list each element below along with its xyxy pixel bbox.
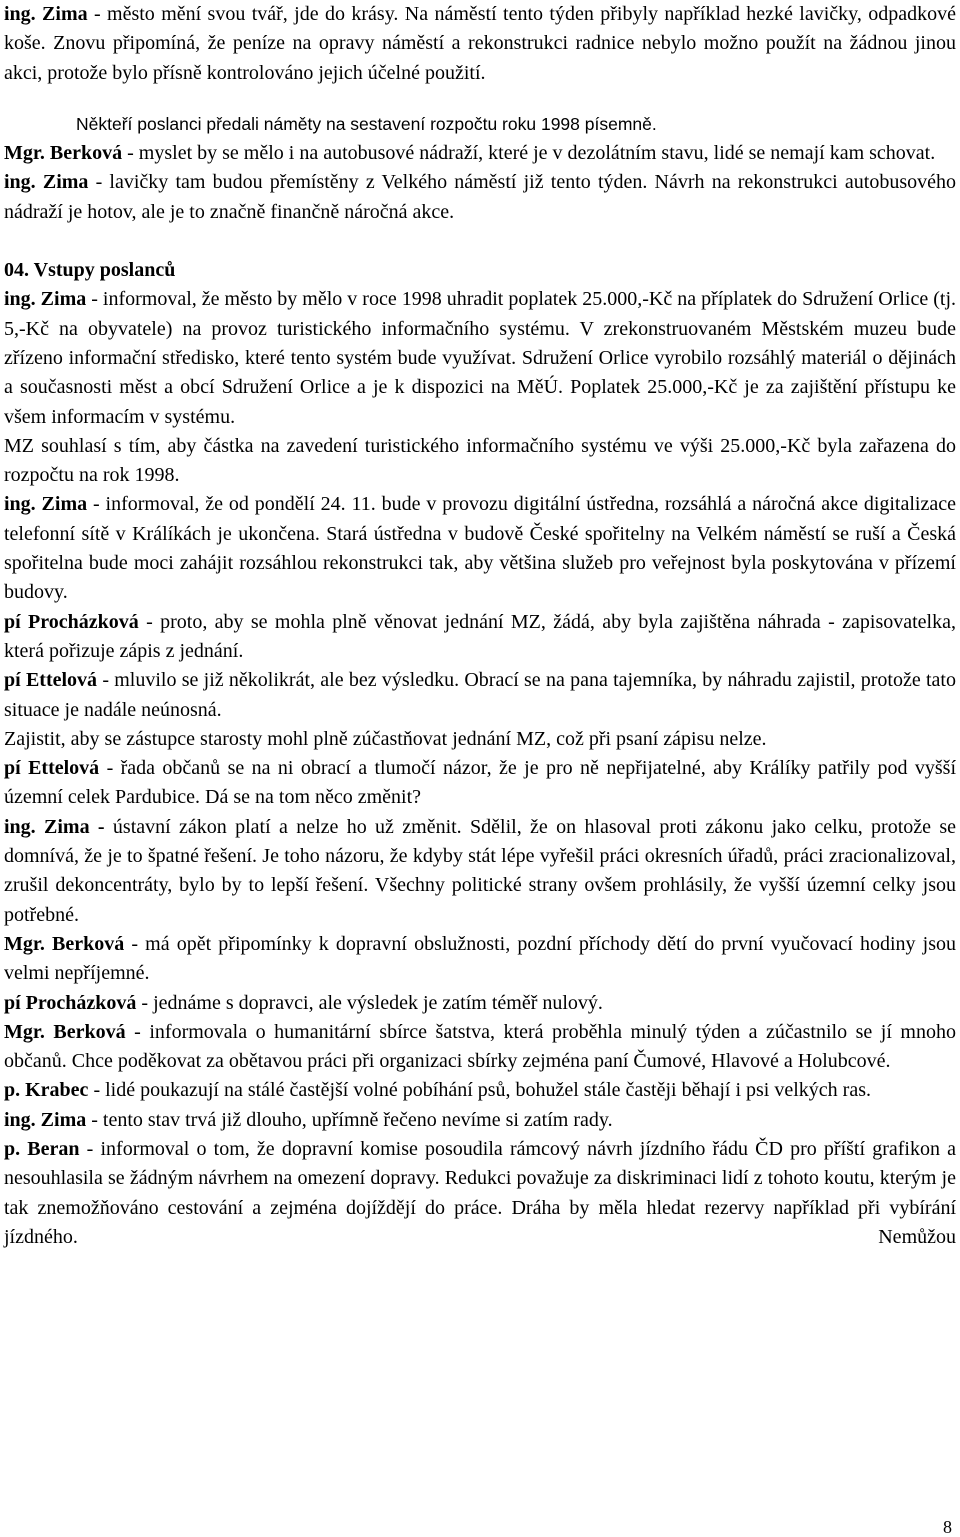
speaker-name: p. Beran xyxy=(4,1137,80,1160)
budget-note: Někteří poslanci předali náměty na sestavení rozpočtu roku 1998 písemně. xyxy=(76,113,657,134)
paragraph-text: - informovala o humanitární sbírce šatstva, která proběhla minulý týden a zúčastnilo se jí mnoho občanů. Chce poděkovat za obětavou práci při organizaci sbírky zejména paní Čumové, Hlavové a Holubcové. xyxy=(4,1020,956,1073)
paragraph-beran-timetable xyxy=(4,1135,956,1252)
speaker-name: ing. Zima xyxy=(4,288,87,311)
paragraph-text: - má opět připomínky k dopravní obslužnosti, pozdní příchody dětí do první vyučovací hodiny jsou velmi nepříjemné. xyxy=(4,932,956,985)
page-number: 8 xyxy=(943,1517,952,1537)
paragraph-text: - proto, aby se mohla plně věnovat jednání MZ, žádá, aby byla zajištěna náhrada - zapisovatelka, která pořizuje zápis z jednání. xyxy=(4,610,956,662)
paragraph-zima-square xyxy=(4,0,956,88)
paragraph-zima-law xyxy=(4,813,956,930)
speaker-name: pí Procházková xyxy=(4,610,139,633)
section-heading: 04. Vstupy poslanců xyxy=(4,259,176,282)
paragraph-text: - řada občanů se na ni obrací a tlumočí názor, že je pro ně nepřijatelné, aby Králíky patřily pod vyšší územní celek Pardubice. Dá se na tom něco změnit? xyxy=(4,757,956,809)
speaker-name: Mgr. Berková xyxy=(4,1020,126,1043)
speaker-name: Mgr. Berková xyxy=(4,932,125,955)
paragraph-zima-benches xyxy=(4,168,956,227)
speaker-name: ing. Zima xyxy=(4,171,89,194)
speaker-name: pí Procházková xyxy=(4,991,137,1014)
paragraph-text: - myslet by se mělo i na autobusové nádraží, které je v dezolátním stavu, lidé se nemají kam schovat. xyxy=(122,142,936,165)
speaker-name: p. Krabec xyxy=(4,1079,89,1102)
paragraph-text: - jednáme s dopravci, ale výsledek je zatím téměř nulový. xyxy=(136,991,603,1014)
speaker-name: Mgr. Berková xyxy=(4,142,123,165)
paragraph-zima-fee xyxy=(4,285,956,431)
paragraph-prochazkova-carriers xyxy=(4,989,956,1018)
paragraph-text: - tento stav trvá již dlouho, upřímně řečeno nevíme si zatím rady. xyxy=(86,1108,613,1131)
paragraph-text: - mluvilo se již několikrát, ale bez výsledku. Obrací se na pana tajemníka, by náhradu zajistil, protože tato situace je nadále neúnosná. xyxy=(4,669,956,721)
paragraph-berkova-bus xyxy=(4,139,956,168)
paragraph-text: MZ souhlasí s tím, aby částka na zavedení turistického informačního systému ve výši 25.000,-Kč byla zařazena do rozpočtu na rok 1998. xyxy=(4,434,956,487)
paragraph-resolution-deputy xyxy=(4,725,956,754)
paragraph-berkova-collection xyxy=(4,1018,956,1077)
speaker-name: pí Ettelová xyxy=(4,669,98,692)
speaker-name: ing. Zima - xyxy=(4,815,105,838)
paragraph-krabec-dogs xyxy=(4,1076,956,1105)
paragraph-text: - informoval o tom, že dopravní komise posoudila rámcový návrh jízdního řádu ČD pro příští grafikon a nesouhlasila se žádným návrhem na omezení dopravy. Redukci považuje za diskriminaci lidí z tohoto koutu, kterým je tak znemožňováno cestování a zejména dojíždějí do práce. Dráha by měla hledat rezervy například při vybírání jízdného. Nemůžou xyxy=(4,1137,956,1248)
speaker-name: ing. Zima xyxy=(4,3,88,25)
speaker-name: ing. Zima xyxy=(4,1108,87,1131)
speaker-name: pí Ettelová xyxy=(4,757,100,780)
paragraph-text: - informoval, že město by mělo v roce 1998 uhradit poplatek 25.000,-Kč na příplatek do Sdružení Orlice (tj. 5,-Kč na obyvatele) na provoz turistického informačního systému. V zrekonstruovaném Městském muzeu bude zřízeno informační středisko, které tento systém bude využívat. Sdružení Orlice vyrobilo rozsáhlý materiál o dějinách a současnosti měst a obcí Sdružení Orlice a je k dispozici na MěÚ. Poplatek 25.000,-Kč je za zajištění přístupu ke všem informacím v systému. xyxy=(4,288,957,428)
paragraph-text: ústavní zákon platí a nelze ho už změnit. Sdělil, že on hlasoval proti zákonu jako celku, protože se domnívá, že je to špatné řešení. Je toho názoru, že kdyby stát lépe vyřešil práci okresních úřadů, práci zracionalizoval, zrušil dekoncentráty, bylo by to lepší řešení. Všechny politické strany ovšem prohlásily, že vyšší územní celky jsou potřebné. xyxy=(4,815,956,926)
speaker-name: ing. Zima xyxy=(4,493,88,516)
paragraph-text: - lavičky tam budou přemístěny z Velkého náměstí již tento týden. Návrh na rekonstrukci autobusového nádraží je hotov, ale je to značně finančně náročná akce. xyxy=(4,171,956,223)
paragraph-ettelova-region xyxy=(4,754,956,813)
paragraph-ettelova-replacement xyxy=(4,666,956,725)
paragraph-zima-dogs xyxy=(4,1106,956,1135)
paragraph-text: - informoval, že od pondělí 24. 11. bude v provozu digitální ústředna, rozsáhlá a náročná akce digitalizace telefonní sítě v Králíkách je ukončena. Stará ústředna v budově České spořitelny na Velkém náměstí se ruší a Česká spořitelna bude moci zahájit rozsáhlou rekonstrukci tak, aby většina služeb pro veřejnost byla poskytována v přízemí budovy. xyxy=(4,493,956,604)
paragraph-prochazkova-clerk xyxy=(4,608,956,667)
document-page xyxy=(4,0,956,1252)
paragraph-mz-resolution xyxy=(4,432,956,491)
paragraph-zima-exchange xyxy=(4,490,956,607)
paragraph-text: Zajistit, aby se zástupce starosty mohl plně zúčastňovat jednání MZ, což při psaní zápisu nelze. xyxy=(4,727,767,750)
paragraph-text: - město mění svou tvář, jde do krásy. Na náměstí tento týden přibyly například hezké lavičky, odpadkové koše. Znovu připomíná, že peníze na opravy náměstí a rekonstrukci radnice nebylo možno použít na žádnou jinou akci, protože bylo přísně kontrolováno jejich účelné použití. xyxy=(4,3,956,84)
paragraph-text: - lidé poukazují na stálé častější volné pobíhání psů, bohužel stále častěji běhají i psi velkých ras. xyxy=(88,1079,871,1102)
paragraph-berkova-transport xyxy=(4,930,956,989)
